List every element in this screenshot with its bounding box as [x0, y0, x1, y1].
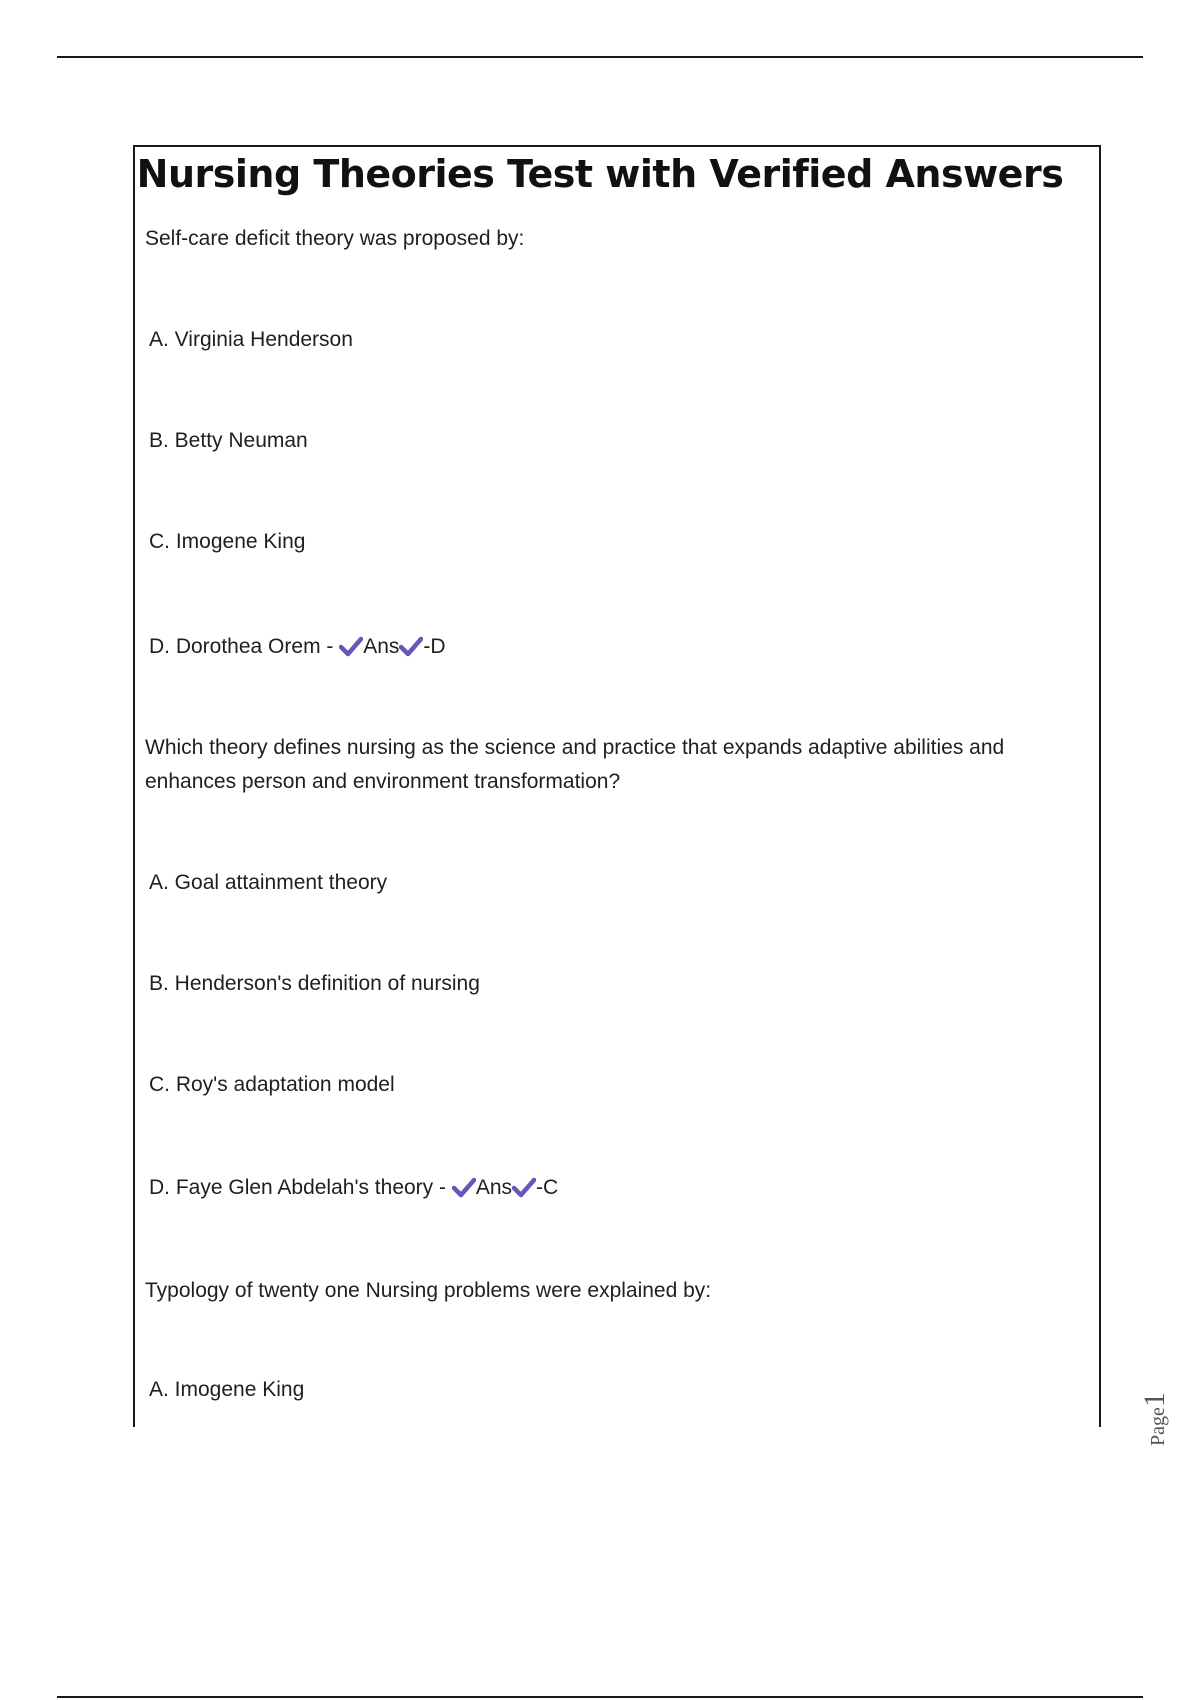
checkmark-icon [399, 635, 423, 657]
checkmark-icon [339, 635, 363, 657]
checkmark-icon [512, 1176, 536, 1198]
page-number: 1 [1138, 1392, 1171, 1408]
question-1-prompt: Self-care deficit theory was proposed by: [145, 227, 525, 250]
question-2-option-d: D. Faye Glen Abdelah's theory - [149, 1176, 452, 1199]
question-2-answer-value: -C [536, 1176, 559, 1199]
question-1-option-c: C. Imogene King [149, 530, 306, 553]
question-3-option-a: A. Imogene King [149, 1378, 305, 1401]
header-rule [57, 56, 1143, 58]
question-1-option-b: B. Betty Neuman [149, 429, 308, 452]
question-1-option-a: A. Virginia Henderson [149, 328, 353, 351]
question-3-prompt: Typology of twenty one Nursing problems were explained by: [145, 1279, 712, 1302]
question-2-option-a: A. Goal attainment theory [149, 871, 388, 894]
page-word: Page [1147, 1407, 1169, 1446]
question-1-option-d-line [149, 630, 446, 664]
question-2-option-b: B. Henderson's definition of nursing [149, 972, 480, 995]
checkmark-icon [452, 1176, 476, 1198]
question-1-answer-value: -D [423, 635, 446, 658]
question-2-prompt: Which theory defines nursing as the science and practice that expands adaptive abilities and enhances person and environment transformation? [145, 736, 1005, 793]
document-title: Nursing Theories Test with Verified Answers [136, 152, 1064, 196]
question-2-option-c: C. Roy's adaptation model [149, 1073, 395, 1096]
question-2-option-d-line [149, 1171, 558, 1205]
question-2-answer-label: Ans [475, 1176, 513, 1199]
page-number-label [1138, 1372, 1198, 1452]
question-1-option-d: D. Dorothea Orem - [149, 635, 340, 658]
question-1-answer-label: Ans [363, 635, 400, 658]
footer-rule [57, 1696, 1143, 1698]
